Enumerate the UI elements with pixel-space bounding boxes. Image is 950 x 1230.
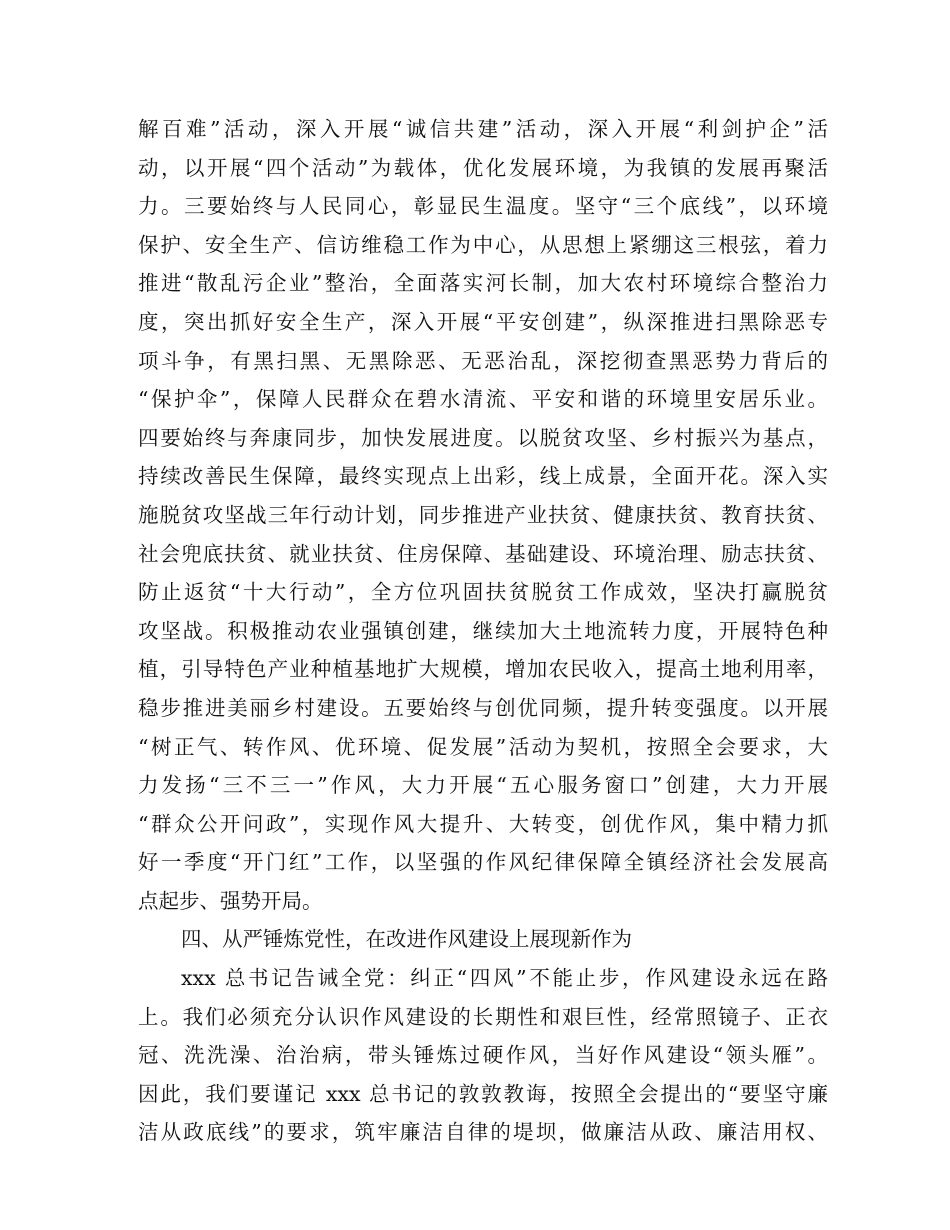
- text-line: 冠、洗洗澡、治治病，带头锤炼过硬作风，当好作风建设“领头雁”。: [138, 1043, 828, 1068]
- text-line: 上。我们必须充分认识作风建设的长期性和艰巨性，经常照镜子、正衣: [138, 1004, 828, 1029]
- text-line: 力发扬“三不三一”作风，大力开展“五心服务窗口”创建，大力开展: [138, 773, 828, 798]
- text-line: 解百难”活动，深入开展“诚信共建”活动，深入开展“利剑护企”活: [138, 117, 828, 141]
- text-line: xxx 总书记告诫全党：纠正“四风”不能止步，作风建设永远在路: [181, 966, 828, 991]
- section-heading: 四、从严锤炼党性，在改进作风建设上展现新作为: [181, 927, 632, 952]
- text-line: “树正气、转作风、优环境、促发展”活动为契机，按照全会要求，大: [138, 734, 828, 759]
- document-body: [138, 110, 828, 1152]
- text-line: 力。三要始终与人民同心，彰显民生温度。坚守“三个底线”，以环境: [138, 194, 828, 219]
- text-line: 持续改善民生保障，最终实现点上出彩，线上成景，全面开花。深入实: [138, 464, 828, 489]
- text-line: 因此，我们要谨记 xxx 总书记的敦敦教诲，按照全会提出的“要坚守廉: [138, 1081, 828, 1106]
- text-line: 洁从政底线”的要求，筑牢廉洁自律的堤坝，做廉洁从政、廉洁用权、: [138, 1120, 828, 1145]
- text-line: 稳步推进美丽乡村建设。五要始终与创优同频，提升转变强度。以开展: [138, 695, 828, 720]
- text-line: 项斗争，有黑扫黑、无黑除恶、无恶治乱，深挖彻查黑恶势力背后的: [138, 348, 828, 373]
- text-line: 防止返贫“十大行动”，全方位巩固扶贫脱贫工作成效，坚决打赢脱贫: [138, 580, 828, 605]
- text-line: 社会兜底扶贫、就业扶贫、住房保障、基础建设、环境治理、励志扶贫、: [138, 541, 828, 566]
- text-line: “保护伞”，保障人民群众在碧水清流、平安和谐的环境里安居乐业。: [138, 387, 828, 412]
- text-line: 攻坚战。积极推动农业强镇创建，继续加大土地流转力度，开展特色种: [138, 618, 828, 643]
- text-line: 动，以开展“四个活动”为载体，优化发展环境，为我镇的发展再聚活: [138, 155, 828, 180]
- text-line: “群众公开问政”，实现作风大提升、大转变，创优作风，集中精力抓: [138, 811, 828, 836]
- text-line: 推进“散乱污企业”整治，全面落实河长制，加大农村环境综合整治力: [138, 271, 828, 296]
- text-line: 四要始终与奔康同步，加快发展进度。以脱贫攻坚、乡村振兴为基点，: [138, 425, 828, 450]
- text-line: 好一季度“开门红”工作，以坚强的作风纪律保障全镇经济社会发展高: [138, 850, 828, 875]
- text-line: 度，突出抓好安全生产，深入开展“平安创建”，纵深推进扫黑除恶专: [138, 309, 828, 334]
- text-line: 点起步、强势开局。: [138, 888, 323, 913]
- text-line: 施脱贫攻坚战三年行动计划，同步推进产业扶贫、健康扶贫、教育扶贫、: [138, 502, 828, 527]
- text-line: 保护、安全生产、信访维稳工作为中心，从思想上紧绷这三根弦，着力: [138, 232, 828, 257]
- text-line: 植，引导特色产业种植基地扩大规模，增加农民收入，提高土地利用率，: [138, 657, 828, 682]
